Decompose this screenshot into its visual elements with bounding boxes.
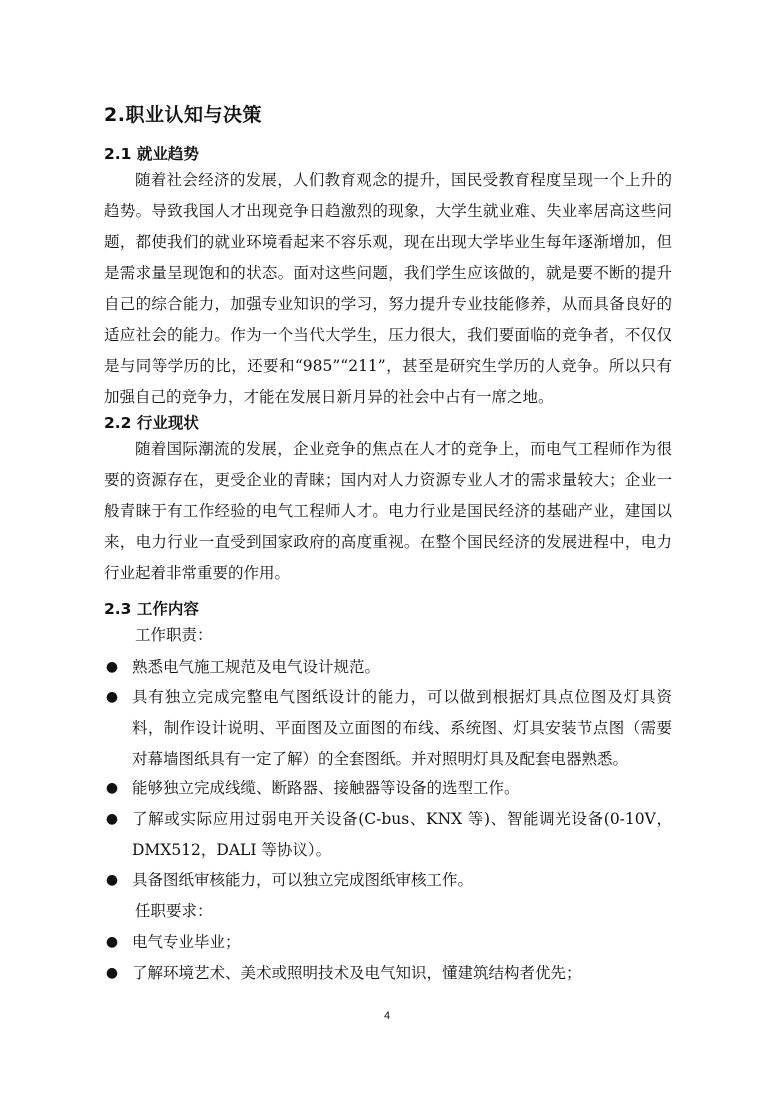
heading-employment-trend: 2.1 就业趋势	[104, 145, 199, 163]
list-item	[104, 927, 672, 958]
duty-text: 了解或实际应用过弱电开关设备(C-bus、KNX 等)、智能调光设备(0-10V，DMX512，DALI 等协议）。	[132, 810, 672, 859]
bullet-icon: ●	[105, 689, 119, 705]
requirement-text: 了解环境艺术、美术或照明技术及电气知识，懂建筑结构者优先；	[132, 964, 582, 982]
list-item	[104, 652, 672, 683]
section-title: 2.职业认知与决策	[104, 104, 262, 126]
bullet-icon: ●	[105, 872, 119, 888]
duties-label: 工作职责：	[135, 626, 213, 644]
bullet-icon: ●	[105, 965, 119, 981]
bullet-icon: ●	[105, 780, 119, 796]
duty-text: 能够独立完成线缆、断路器、接触器等设备的选型工作。	[132, 779, 520, 797]
bullet-icon: ●	[105, 934, 119, 950]
list-item	[104, 804, 672, 866]
duty-text: 具备图纸审核能力，可以独立完成图纸审核工作。	[132, 871, 474, 889]
paragraph-industry-status: 随着国际潮流的发展，企业竞争的焦点在人才的竞争上，而电气工程师作为很要的资源存在，更受企业的青睐；国内对人力资源专业人才的需求量较大；企业一般青睐于有工作经验的电气工程师人才。电力行业是国民经济的基础产业，建国以来，电力行业一直受到国家政府的高度重视。在整个国民经济的发展进程中，电力行业起着非常重要的作用。	[104, 440, 672, 582]
page-number: 4	[383, 1010, 391, 1022]
paragraph-employment-trend: 随着社会经济的发展，人们教育观念的提升，国民受教育程度呈现一个上升的趋势。导致我国人才出现竞争日趋激烈的现象，大学生就业难、失业率居高这些问题，都使我们的就业环境看起来不容乐观，现在出现大学毕业生每年逐渐增加，但是需求量呈现饱和的状态。面对这些问题，我们学生应该做的，就是要不断的提升自己的综合能力，加强专业知识的学习，努力提升专业技能修养，从而具备良好的适应社会的能力。作为一个当代大学生，压力很大，我们要面临的竞争者，不仅仅是与同等学历的比，还要和“985”“211”，甚至是研究生学历的人竞争。所以只有加强自己的竞争力，才能在发展日新月异的社会中占有一席之地。	[104, 171, 672, 406]
list-item	[104, 682, 672, 775]
duty-text: 具有独立完成完整电气图纸设计的能力，可以做到根据灯具点位图及灯具资料，制作设计说明、平面图及立面图的布线、系统图、灯具安装节点图（需要对幕墙图纸具有一定了解）的全套图纸。并对照明灯具及配套电器熟悉。	[132, 688, 672, 768]
bullet-icon: ●	[105, 659, 119, 675]
heading-industry-status: 2.2 行业现状	[104, 414, 199, 432]
list-item	[104, 865, 672, 896]
requirements-label: 任职要求：	[135, 902, 213, 920]
bullet-icon: ●	[105, 811, 119, 827]
requirement-text: 电气专业毕业；	[132, 933, 241, 951]
heading-work-content: 2.3 工作内容	[104, 600, 199, 618]
list-item	[104, 773, 672, 804]
list-item	[104, 958, 672, 989]
duty-text: 熟悉电气施工规范及电气设计规范。	[132, 658, 381, 676]
